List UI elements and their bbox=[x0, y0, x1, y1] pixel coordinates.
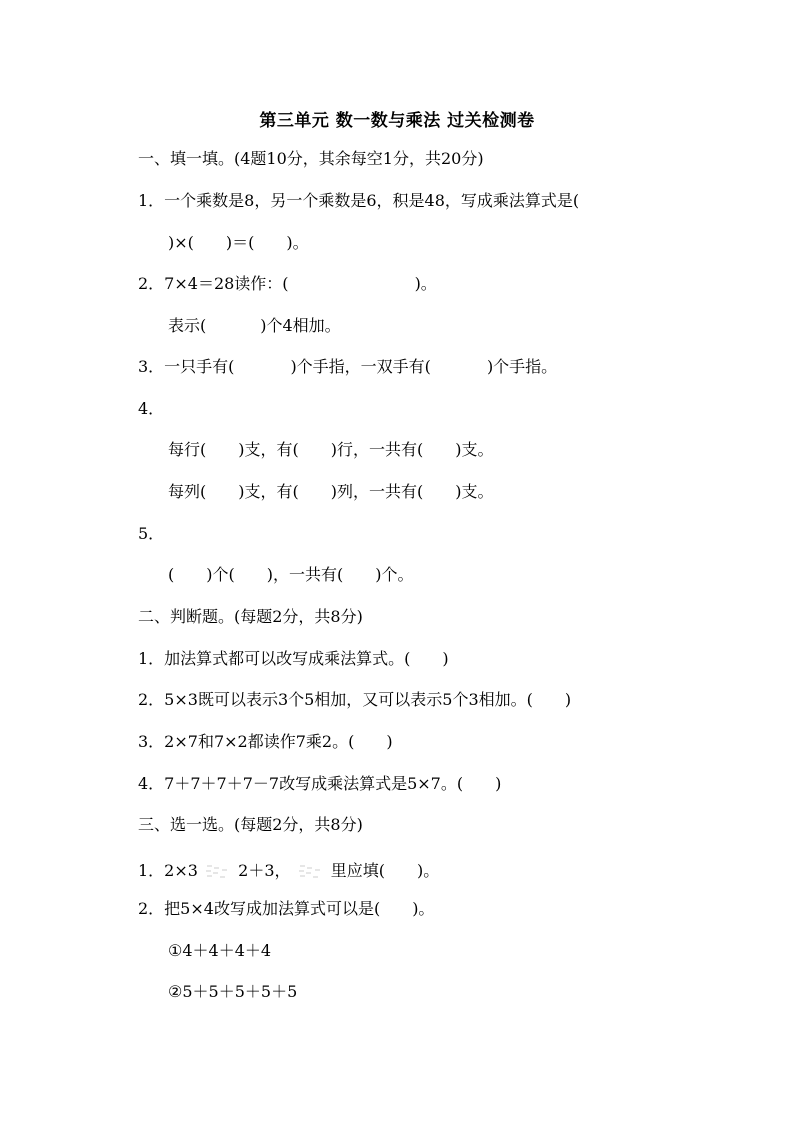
s3-q1-text2: 2＋3， bbox=[238, 861, 291, 880]
section2-heading: 二、判断题。(每题2分，共8分) bbox=[138, 607, 363, 626]
s3-q1-text1: 1．2×3 bbox=[138, 861, 198, 880]
s3-q2-option1: ①4＋4＋4＋4 bbox=[168, 941, 272, 960]
s3-q1 bbox=[138, 860, 439, 882]
s1-q1-line1: 1．一个乘数是8，另一个乘数是6，积是48，写成乘法算式是( bbox=[138, 191, 580, 210]
s3-q2-option2: ②5＋5＋5＋5＋5 bbox=[168, 982, 298, 1001]
s1-q5-number: 5． bbox=[138, 524, 165, 543]
s2-q3: 3．2×7和7×2都读作7乘2。( ) bbox=[138, 732, 393, 751]
s1-q1-line2: )×( )＝( )。 bbox=[168, 233, 309, 252]
section1-heading: 一、填一填。(4题10分，其余每空1分，共20分) bbox=[138, 149, 484, 168]
s2-q1: 1．加法算式都可以改写成乘法算式。( ) bbox=[138, 649, 449, 668]
s3-q2: 2．把5×4改写成加法算式可以是( )。 bbox=[138, 899, 435, 918]
s1-q2-line2 bbox=[168, 315, 341, 337]
section3-heading: 三、选一选。(每题2分，共8分) bbox=[138, 815, 363, 834]
s2-q4: 4．7＋7＋7＋7－7改写成乘法算式是5×7。( ) bbox=[138, 774, 502, 793]
s1-q2b-text2: )个4相加。 bbox=[260, 316, 341, 335]
s1-q3 bbox=[138, 356, 557, 378]
rain-drops-icon bbox=[296, 864, 326, 880]
s2-q2: 2．5×3既可以表示3个5相加，又可以表示5个3相加。( ) bbox=[138, 690, 572, 709]
s1-q3-text1: 3．一只手有( bbox=[138, 357, 235, 376]
s1-q3-text3: )个手指。 bbox=[486, 357, 558, 376]
s1-q2-end: )。 bbox=[414, 274, 437, 293]
page-title: 第三单元 数一数与乘法 过关检测卷 bbox=[259, 111, 535, 131]
s1-q5-line1: ( )个( )，一共有( )个。 bbox=[168, 565, 414, 584]
s1-q4-number: 4． bbox=[138, 399, 165, 418]
rain-drops-icon bbox=[203, 864, 233, 880]
s1-q2-line1 bbox=[138, 273, 437, 295]
s1-q3-text2: )个手指，一双手有( bbox=[290, 357, 431, 376]
s3-q1-text3: 里应填( )。 bbox=[330, 861, 440, 880]
s1-q4-line2: 每列( )支，有( )列，一共有( )支。 bbox=[168, 482, 494, 501]
s1-q2-text: 2．7×4＝28读作：( bbox=[138, 274, 289, 293]
s1-q4-line1: 每行( )支，有( )行，一共有( )支。 bbox=[168, 440, 494, 459]
s1-q2b-text1: 表示( bbox=[168, 316, 207, 335]
